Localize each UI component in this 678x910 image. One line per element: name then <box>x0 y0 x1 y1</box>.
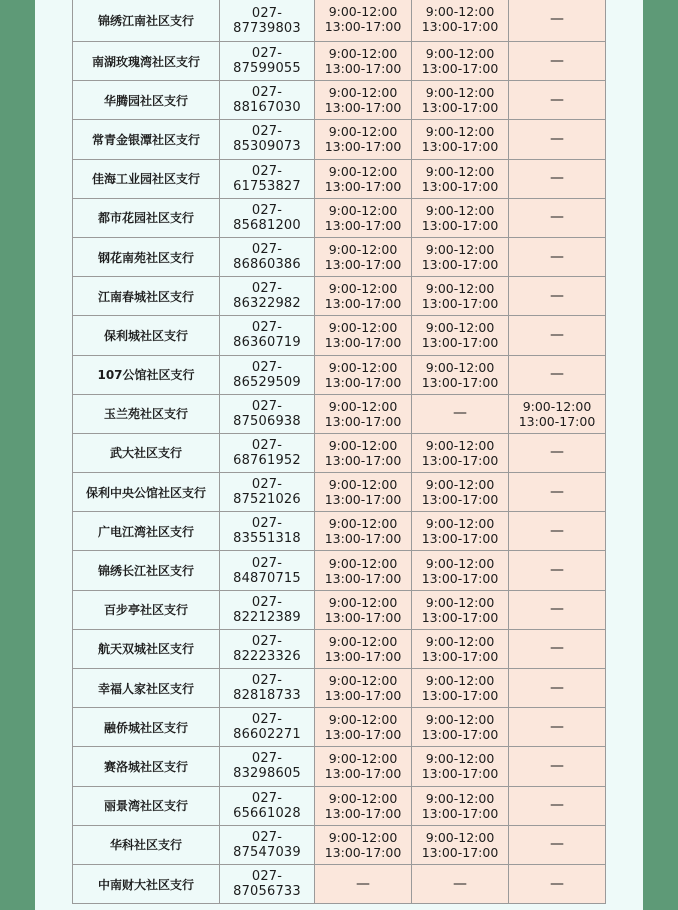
hours-line: 13:00-17:00 <box>421 766 499 782</box>
hours-line: 9:00-12:00 <box>425 477 495 493</box>
table-row <box>73 473 606 512</box>
hours-line: 9:00-12:00 <box>425 594 495 610</box>
hours-line: 13:00-17:00 <box>421 335 499 351</box>
hours-line: 13:00-17:00 <box>324 296 402 312</box>
hours-line: 13:00-17:00 <box>324 100 402 116</box>
hours-cell-a <box>315 0 412 42</box>
hours-line: 9:00-12:00 <box>328 712 398 728</box>
hours-cell-b <box>412 159 509 198</box>
empty-dash: — <box>550 209 564 226</box>
hours-cell-b <box>412 512 509 551</box>
hours-line: 13:00-17:00 <box>421 100 499 116</box>
hours-cell-c <box>509 864 606 903</box>
hours-line: 9:00-12:00 <box>522 398 592 414</box>
table-row <box>73 629 606 668</box>
table-row <box>73 786 606 825</box>
hours-line: 13:00-17:00 <box>324 335 402 351</box>
empty-dash: — <box>550 718 564 735</box>
hours-line: 9:00-12:00 <box>328 359 398 375</box>
hours-cell-a <box>315 120 412 159</box>
hours-line: 13:00-17:00 <box>324 374 402 390</box>
empty-dash: — <box>550 562 564 579</box>
empty-dash: — <box>550 170 564 187</box>
table-row <box>73 0 606 42</box>
empty-dash: — <box>550 248 564 265</box>
hours-cell-b <box>412 42 509 81</box>
branch-name: 丽景湾社区支行 <box>73 786 220 825</box>
phone-number: 027-87739803 <box>220 0 315 42</box>
hours-line: 9:00-12:00 <box>425 124 495 140</box>
hours-line: 13:00-17:00 <box>421 805 499 821</box>
hours-cell-b <box>412 629 509 668</box>
hours-cell-a <box>315 277 412 316</box>
hours-line: 9:00-12:00 <box>425 281 495 297</box>
hours-line: 9:00-12:00 <box>328 281 398 297</box>
phone-number: 027-87506938 <box>220 394 315 433</box>
table-row <box>73 825 606 864</box>
empty-dash: — <box>550 797 564 814</box>
hours-line: 13:00-17:00 <box>324 19 402 34</box>
hours-line: 9:00-12:00 <box>328 594 398 610</box>
phone-number: 027-87521026 <box>220 473 315 512</box>
hours-cell-b <box>412 355 509 394</box>
branch-name: 钢花南苑社区支行 <box>73 237 220 276</box>
hours-cell-b <box>412 825 509 864</box>
branch-name: 武大社区支行 <box>73 433 220 472</box>
empty-dash: — <box>550 444 564 461</box>
branch-name: 保利中央公馆社区支行 <box>73 473 220 512</box>
hours-line: 9:00-12:00 <box>425 4 495 19</box>
hours-cell-a <box>315 42 412 81</box>
hours-cell-b <box>412 864 509 903</box>
hours-cell-a <box>315 81 412 120</box>
hours-cell-a <box>315 747 412 786</box>
hours-line: 13:00-17:00 <box>421 139 499 155</box>
hours-line: 13:00-17:00 <box>421 844 499 860</box>
hours-line: 13:00-17:00 <box>324 609 402 625</box>
empty-dash: — <box>453 875 467 892</box>
branch-name: 都市花园社区支行 <box>73 198 220 237</box>
hours-line: 9:00-12:00 <box>425 46 495 62</box>
branch-hours-table <box>72 0 606 904</box>
table-row <box>73 512 606 551</box>
hours-line: 9:00-12:00 <box>425 202 495 218</box>
hours-line: 9:00-12:00 <box>328 516 398 532</box>
hours-line: 13:00-17:00 <box>324 217 402 233</box>
branch-name: 航天双城社区支行 <box>73 629 220 668</box>
hours-line: 9:00-12:00 <box>425 85 495 101</box>
empty-dash: — <box>550 640 564 657</box>
branch-name: 赛洛城社区支行 <box>73 747 220 786</box>
hours-line: 9:00-12:00 <box>328 398 398 414</box>
phone-number: 027-86360719 <box>220 316 315 355</box>
phone-number: 027-68761952 <box>220 433 315 472</box>
table-row <box>73 198 606 237</box>
hours-line: 13:00-17:00 <box>421 61 499 77</box>
hours-line: 13:00-17:00 <box>421 19 499 34</box>
hours-line: 13:00-17:00 <box>324 688 402 704</box>
hours-cell-c <box>509 708 606 747</box>
hours-cell-a <box>315 394 412 433</box>
empty-dash: — <box>550 483 564 500</box>
hours-cell-a <box>315 316 412 355</box>
hours-line: 13:00-17:00 <box>324 766 402 782</box>
hours-line: 9:00-12:00 <box>328 555 398 571</box>
phone-number: 027-87599055 <box>220 42 315 81</box>
hours-line: 13:00-17:00 <box>421 609 499 625</box>
hours-line: 13:00-17:00 <box>324 139 402 155</box>
hours-cell-c <box>509 433 606 472</box>
hours-cell-b <box>412 81 509 120</box>
phone-number: 027-65661028 <box>220 786 315 825</box>
hours-cell-b <box>412 590 509 629</box>
table-body <box>73 0 606 904</box>
hours-cell-c <box>509 120 606 159</box>
hours-line: 13:00-17:00 <box>324 531 402 547</box>
phone-number: 027-86322982 <box>220 277 315 316</box>
branch-name: 中南财大社区支行 <box>73 864 220 903</box>
hours-cell-c <box>509 42 606 81</box>
hours-line: 13:00-17:00 <box>324 257 402 273</box>
table-row <box>73 120 606 159</box>
empty-dash: — <box>550 52 564 69</box>
branch-name: 玉兰苑社区支行 <box>73 394 220 433</box>
branch-name: 江南春城社区支行 <box>73 277 220 316</box>
table-row <box>73 81 606 120</box>
hours-cell-a <box>315 590 412 629</box>
hours-cell-b <box>412 316 509 355</box>
hours-line: 9:00-12:00 <box>425 712 495 728</box>
table-row <box>73 237 606 276</box>
phone-number: 027-84870715 <box>220 551 315 590</box>
branch-name: 华科社区支行 <box>73 825 220 864</box>
hours-line: 13:00-17:00 <box>324 570 402 586</box>
table-row <box>73 551 606 590</box>
hours-cell-b <box>412 708 509 747</box>
hours-cell-c <box>509 473 606 512</box>
hours-cell-b <box>412 786 509 825</box>
hours-line: 13:00-17:00 <box>324 413 402 429</box>
hours-line: 13:00-17:00 <box>324 452 402 468</box>
hours-cell-b <box>412 120 509 159</box>
empty-dash: — <box>550 130 564 147</box>
hours-cell-c <box>509 81 606 120</box>
hours-line: 13:00-17:00 <box>324 805 402 821</box>
hours-line: 9:00-12:00 <box>425 790 495 806</box>
phone-number: 027-87056733 <box>220 864 315 903</box>
hours-line: 9:00-12:00 <box>328 124 398 140</box>
hours-line: 13:00-17:00 <box>324 492 402 508</box>
empty-dash: — <box>550 757 564 774</box>
table-row <box>73 159 606 198</box>
hours-line: 9:00-12:00 <box>425 673 495 689</box>
hours-line: 13:00-17:00 <box>421 217 499 233</box>
hours-line: 13:00-17:00 <box>421 570 499 586</box>
table-row <box>73 355 606 394</box>
empty-dash: — <box>550 366 564 383</box>
hours-line: 9:00-12:00 <box>328 202 398 218</box>
table-row <box>73 708 606 747</box>
empty-dash: — <box>550 836 564 853</box>
hours-line: 13:00-17:00 <box>324 648 402 664</box>
phone-number: 027-88167030 <box>220 81 315 120</box>
hours-line: 13:00-17:00 <box>421 296 499 312</box>
branch-name: 佳海工业园社区支行 <box>73 159 220 198</box>
phone-number: 027-86602271 <box>220 708 315 747</box>
hours-cell-c <box>509 277 606 316</box>
branch-name: 南湖玫瑰湾社区支行 <box>73 42 220 81</box>
table-row <box>73 590 606 629</box>
hours-cell-a <box>315 629 412 668</box>
branch-name: 锦绣长江社区支行 <box>73 551 220 590</box>
hours-line: 9:00-12:00 <box>425 829 495 845</box>
hours-cell-a <box>315 669 412 708</box>
hours-line: 9:00-12:00 <box>328 242 398 258</box>
table-row <box>73 277 606 316</box>
hours-line: 9:00-12:00 <box>328 46 398 62</box>
hours-cell-a <box>315 198 412 237</box>
hours-line: 9:00-12:00 <box>425 751 495 767</box>
hours-line: 9:00-12:00 <box>425 555 495 571</box>
table-row <box>73 747 606 786</box>
hours-line: 13:00-17:00 <box>324 727 402 743</box>
hours-cell-a <box>315 433 412 472</box>
hours-cell-b <box>412 198 509 237</box>
hours-cell-b <box>412 473 509 512</box>
hours-cell-a <box>315 551 412 590</box>
hours-cell-c <box>509 669 606 708</box>
hours-line: 13:00-17:00 <box>421 531 499 547</box>
phone-number: 027-85681200 <box>220 198 315 237</box>
hours-line: 9:00-12:00 <box>328 673 398 689</box>
hours-line: 9:00-12:00 <box>328 163 398 179</box>
hours-line: 13:00-17:00 <box>421 374 499 390</box>
branch-name: 幸福人家社区支行 <box>73 669 220 708</box>
branch-name: 107公馆社区支行 <box>73 355 220 394</box>
hours-cell-b <box>412 669 509 708</box>
hours-line: 13:00-17:00 <box>421 727 499 743</box>
table-row <box>73 316 606 355</box>
branch-name: 保利城社区支行 <box>73 316 220 355</box>
hours-cell-b <box>412 277 509 316</box>
hours-cell-a <box>315 355 412 394</box>
hours-cell-a <box>315 237 412 276</box>
hours-cell-b <box>412 433 509 472</box>
empty-dash: — <box>453 405 467 422</box>
hours-line: 13:00-17:00 <box>421 452 499 468</box>
hours-line: 13:00-17:00 <box>324 178 402 194</box>
hours-line: 9:00-12:00 <box>425 633 495 649</box>
phone-number: 027-82818733 <box>220 669 315 708</box>
hours-cell-a <box>315 825 412 864</box>
hours-cell-a <box>315 786 412 825</box>
hours-line: 9:00-12:00 <box>328 4 398 19</box>
phone-number: 027-82212389 <box>220 590 315 629</box>
hours-cell-c <box>509 355 606 394</box>
hours-line: 9:00-12:00 <box>328 437 398 453</box>
hours-cell-c <box>509 629 606 668</box>
empty-dash: — <box>550 522 564 539</box>
hours-line: 9:00-12:00 <box>328 751 398 767</box>
branch-name: 融侨城社区支行 <box>73 708 220 747</box>
hours-line: 13:00-17:00 <box>421 688 499 704</box>
hours-line: 13:00-17:00 <box>518 413 596 429</box>
empty-dash: — <box>550 679 564 696</box>
hours-line: 13:00-17:00 <box>421 492 499 508</box>
hours-line: 9:00-12:00 <box>328 790 398 806</box>
hours-line: 13:00-17:00 <box>324 844 402 860</box>
branch-name: 百步亭社区支行 <box>73 590 220 629</box>
phone-number: 027-61753827 <box>220 159 315 198</box>
hours-line: 13:00-17:00 <box>421 648 499 664</box>
hours-line: 9:00-12:00 <box>425 359 495 375</box>
phone-number: 027-85309073 <box>220 120 315 159</box>
phone-number: 027-83298605 <box>220 747 315 786</box>
hours-cell-b <box>412 0 509 42</box>
empty-dash: — <box>550 287 564 304</box>
hours-line: 9:00-12:00 <box>328 85 398 101</box>
hours-cell-c <box>509 747 606 786</box>
branch-name: 锦绣江南社区支行 <box>73 0 220 42</box>
hours-cell-c <box>509 551 606 590</box>
hours-cell-c <box>509 825 606 864</box>
branch-name: 广电江湾社区支行 <box>73 512 220 551</box>
table-row <box>73 669 606 708</box>
hours-line: 9:00-12:00 <box>328 633 398 649</box>
hours-cell-a <box>315 159 412 198</box>
table-row <box>73 864 606 903</box>
hours-line: 9:00-12:00 <box>425 320 495 336</box>
table-row <box>73 42 606 81</box>
hours-line: 9:00-12:00 <box>328 477 398 493</box>
phone-number: 027-86860386 <box>220 237 315 276</box>
empty-dash: — <box>550 326 564 343</box>
hours-cell-a <box>315 512 412 551</box>
hours-cell-c <box>509 786 606 825</box>
hours-cell-b <box>412 551 509 590</box>
empty-dash: — <box>550 601 564 618</box>
hours-line: 13:00-17:00 <box>421 257 499 273</box>
hours-cell-c <box>509 590 606 629</box>
hours-line: 9:00-12:00 <box>425 437 495 453</box>
hours-cell-c <box>509 512 606 551</box>
empty-dash: — <box>550 875 564 892</box>
hours-line: 13:00-17:00 <box>324 61 402 77</box>
hours-line: 9:00-12:00 <box>425 242 495 258</box>
phone-number: 027-87547039 <box>220 825 315 864</box>
hours-line: 9:00-12:00 <box>425 163 495 179</box>
table-row <box>73 394 606 433</box>
empty-dash: — <box>550 91 564 108</box>
hours-line: 13:00-17:00 <box>421 178 499 194</box>
hours-cell-c <box>509 0 606 42</box>
branch-name: 华腾园社区支行 <box>73 81 220 120</box>
empty-dash: — <box>356 875 370 892</box>
hours-cell-c <box>509 316 606 355</box>
phone-number: 027-82223326 <box>220 629 315 668</box>
hours-cell-a <box>315 708 412 747</box>
phone-number: 027-86529509 <box>220 355 315 394</box>
hours-cell-a <box>315 864 412 903</box>
hours-cell-c <box>509 159 606 198</box>
hours-cell-c <box>509 198 606 237</box>
hours-cell-b <box>412 394 509 433</box>
hours-cell-c <box>509 237 606 276</box>
hours-cell-b <box>412 237 509 276</box>
hours-line: 9:00-12:00 <box>328 829 398 845</box>
hours-cell-a <box>315 473 412 512</box>
phone-number: 027-83551318 <box>220 512 315 551</box>
branch-name: 常青金银潭社区支行 <box>73 120 220 159</box>
table-row <box>73 433 606 472</box>
hours-cell-b <box>412 747 509 786</box>
hours-line: 9:00-12:00 <box>425 516 495 532</box>
hours-line: 9:00-12:00 <box>328 320 398 336</box>
empty-dash: — <box>550 10 564 27</box>
hours-cell-c <box>509 394 606 433</box>
